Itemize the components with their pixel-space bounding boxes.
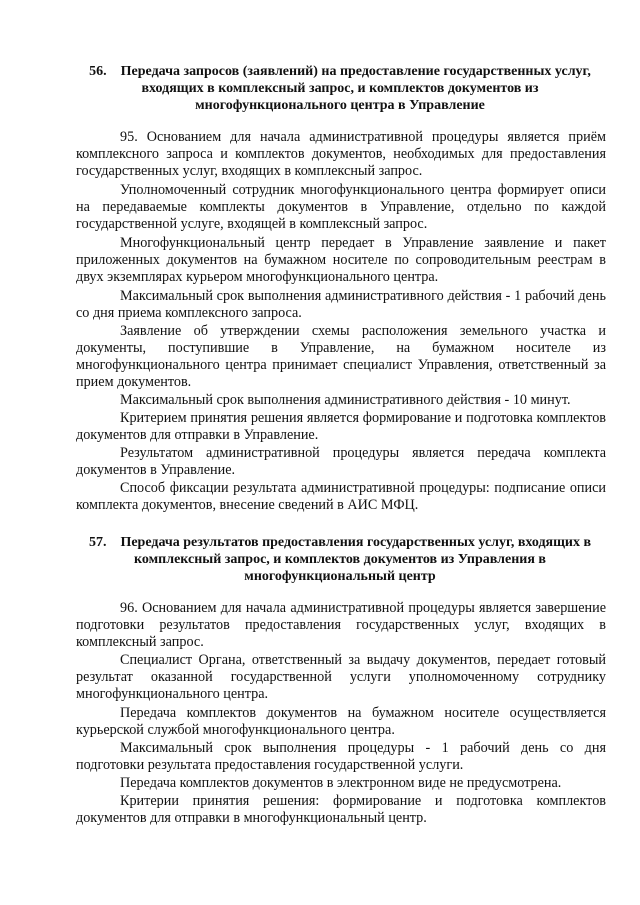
section-57-number: 57. xyxy=(88,535,107,550)
section-56-number: 56. xyxy=(89,64,107,79)
paragraph-land-scheme: Заявление об утверждении схемы расположения земельного участка и документы, поступившие в Управление, на бумажном носителе из многофункционального центра принимает специалист Управления, ответственный за прием документов. xyxy=(76,323,606,390)
section-57-title: Передача результатов предоставления государственных услуг, входящих в комплексный запрос, и комплектов документов из Управления в многофункциональный центр xyxy=(120,535,592,584)
paragraph-fixation: Способ фиксации результата административной процедуры: подписание описи комплекта документов, внесение сведений в АИС МФЦ. xyxy=(76,480,606,513)
section-56-heading xyxy=(70,63,610,114)
paragraph-max-term-1day: Максимальный срок выполнения административного действия - 1 рабочий день со дня приема комплексного запроса. xyxy=(76,288,606,321)
paragraph-decision-criteria: Критерии принятия решения: формирование и подготовка комплектов документов для отправки в многофункциональный центр. xyxy=(76,793,606,826)
section-56-title: Передача запросов (заявлений) на предоставление государственных услуг, входящих в комплексный запрос, и комплектов документов из многофункционального центра в Управление xyxy=(120,64,591,113)
paragraph-authorized-employee: Уполномоченный сотрудник многофункционального центра формирует описи на передаваемые комплекты документов в Управление, отдельно по каждой государственной услуге, входящей в комплексный запрос. xyxy=(76,182,606,232)
paragraph-decision-criterion: Критерием принятия решения является формирование и подготовка комплектов документов для отправки в Управление. xyxy=(76,410,606,443)
paragraph-specialist-transfer: Специалист Органа, ответственный за выдачу документов, передает готовый результат оказанной государственной услуги уполномоченному сотруднику многофункционального центра. xyxy=(76,652,606,702)
paragraph-max-term-10min: Максимальный срок выполнения административного действия - 10 минут. xyxy=(120,392,571,408)
paragraph-max-term-procedure: Максимальный срок выполнения процедуры - 1 рабочий день со дня подготовки результата предоставления государственной услуги. xyxy=(76,740,606,773)
paragraph-transfer-package: Многофункциональный центр передает в Управление заявление и пакет приложенных документов на бумажном носителе по сопроводительным реестрам в двух экземплярах курьером многофункционального центра. xyxy=(76,235,606,285)
paragraph-courier-service: Передача комплектов документов на бумажном носителе осуществляется курьерской службой многофункционального центра. xyxy=(76,705,606,738)
paragraph-95: 95. Основанием для начала административной процедуры является приём комплексного запроса и комплектов документов, необходимых для предоставления государственных услуг, входящих в комплексный запрос. xyxy=(76,129,606,179)
paragraph-no-electronic: Передача комплектов документов в электронном виде не предусмотрена. xyxy=(120,775,562,791)
paragraph-96: 96. Основанием для начала административной процедуры является завершение подготовки результатов предоставления государственных услуг, входящих в комплексный запрос. xyxy=(76,600,606,650)
section-57-heading xyxy=(70,534,610,585)
paragraph-result: Результатом административной процедуры является передача комплекта документов в Управление. xyxy=(76,445,606,478)
